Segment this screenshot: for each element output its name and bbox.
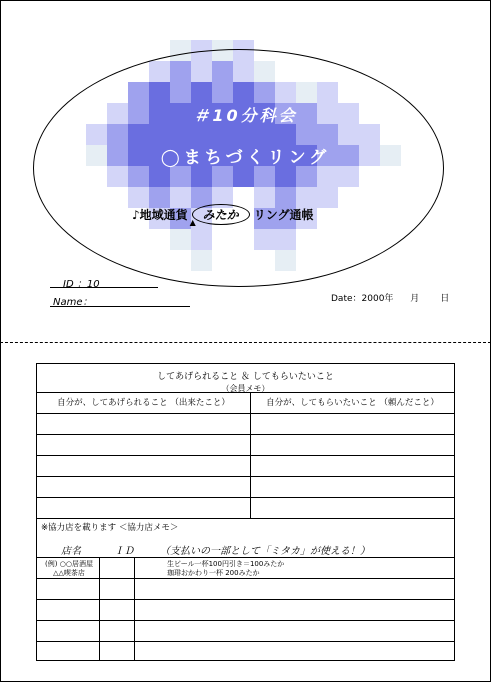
currency-name: みたか [202,208,239,222]
grid-divider [99,557,100,661]
store-grid [37,557,454,661]
store-row[interactable] [37,641,454,642]
example-benefit-2: 珈琲おかわり一杯 200みたか [167,569,260,577]
tagline [132,204,313,225]
col-head-receive: 自分が、してもらいたいこと （頼んだこと） [266,398,439,408]
example-benefit-1: 生ビール一杯100円引き＝100みたか [167,560,285,568]
id-underline [50,287,158,288]
example-store-2: △△喫茶店 [53,569,85,577]
table-row[interactable] [37,413,454,414]
grid-divider [134,557,135,661]
example-benefits [167,560,284,578]
oval-marker-icon: ▲ [189,218,196,227]
table-row[interactable] [37,476,454,477]
store-row[interactable] [37,599,454,600]
form-subtitle: （会員メモ） [221,384,270,393]
store-row[interactable] [37,578,454,579]
store-row[interactable] [37,620,454,621]
cover-ellipse [33,49,444,287]
store-col-name: 店名 [61,546,81,557]
date-field [331,291,453,304]
name-underline [50,306,190,307]
example-store-names [39,560,99,578]
store-section-title: ※協力店を載ります ＜協力店メモ＞ [41,523,179,533]
memo-form [36,363,455,661]
form-title: してあげられること ＆ してもらいたいこと [157,372,334,382]
tagline-suffix: リング通帳 [253,208,314,222]
session-title: ＃10分科会 [193,106,298,125]
date-day: 日 [440,294,450,304]
id-label: ID ：10 [63,279,100,290]
table-row[interactable] [37,497,454,498]
currency-name-oval [189,204,250,227]
date-month: 月 [410,294,420,304]
col-head-give: 自分が、してあげられること （出来たこと） [57,398,230,408]
table-row[interactable] [37,455,454,456]
form-header [37,364,454,393]
name-label: Name： [53,297,93,308]
date-label: Date：2000年 [331,294,394,304]
table-row[interactable] [37,518,454,519]
tagline-prefix: ♪地域通貨 [132,208,188,222]
example-store-1: (例) ○○居酒屋 [45,560,93,568]
store-row[interactable] [37,557,454,558]
store-col-benefit: （支払いの一部として「ミタカ」が使える！） [160,546,370,557]
store-col-id: ＩＤ [114,546,134,557]
table-row[interactable] [37,434,454,435]
cut-line [0,342,491,343]
cover-section [0,0,491,340]
project-title: ◯まちづくリング [160,148,331,168]
